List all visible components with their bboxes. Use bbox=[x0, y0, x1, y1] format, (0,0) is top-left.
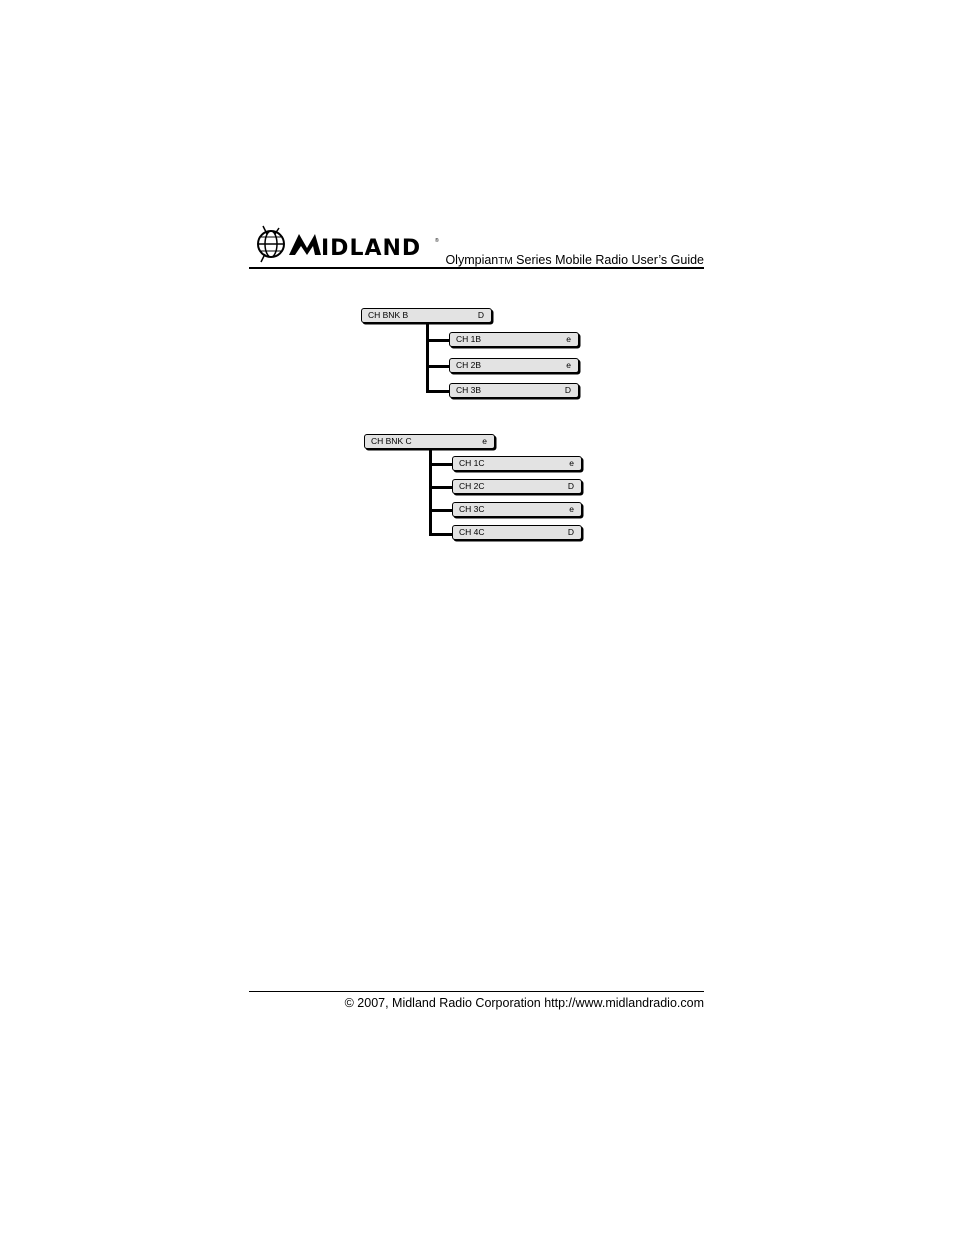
bank-b-indicator: D bbox=[477, 310, 484, 320]
channel-indicator: e bbox=[569, 458, 574, 468]
copyright-icon: © bbox=[344, 996, 354, 1010]
svg-text:IDLAND: IDLAND bbox=[321, 236, 422, 261]
globe-icon bbox=[258, 226, 284, 262]
channel-label: CH 4C bbox=[459, 527, 485, 537]
page-header bbox=[249, 222, 704, 270]
bank-b-branch bbox=[426, 390, 449, 393]
copyright-line: 2007, Midland Radio Corporation http://www.midlandradio.com bbox=[353, 996, 704, 1010]
midland-logo bbox=[249, 222, 449, 266]
channel-indicator: e bbox=[566, 360, 571, 370]
channel-indicator: D bbox=[567, 481, 574, 491]
bank-b-branch bbox=[426, 339, 449, 342]
bank-b-branch bbox=[426, 365, 449, 368]
channel-label: CH 2B bbox=[456, 360, 482, 370]
channel-4c-box bbox=[452, 525, 582, 540]
page-title bbox=[445, 253, 704, 267]
channel-3c-box bbox=[452, 502, 582, 517]
channel-indicator: D bbox=[564, 385, 571, 395]
channel-indicator: D bbox=[567, 527, 574, 537]
page-footer bbox=[249, 991, 704, 1010]
channel-label: CH 3C bbox=[459, 504, 485, 514]
channel-1c-box bbox=[452, 456, 582, 471]
copyright-text bbox=[249, 996, 704, 1010]
bank-c-label: CH BNK C bbox=[371, 436, 412, 446]
bank-b-connector bbox=[426, 323, 429, 393]
channel-2c-box bbox=[452, 479, 582, 494]
channel-indicator: e bbox=[569, 504, 574, 514]
title-prefix: Olympian bbox=[445, 253, 499, 267]
channel-label: CH 3B bbox=[456, 385, 482, 395]
bank-c-branch bbox=[429, 509, 452, 512]
channel-label: CH 2C bbox=[459, 481, 485, 491]
title-suffix: Series Mobile Radio User’s Guide bbox=[512, 253, 704, 267]
channel-label: CH 1B bbox=[456, 334, 482, 344]
channel-2b-box bbox=[449, 358, 579, 373]
footer-divider bbox=[249, 991, 704, 992]
bank-b-label: CH BNK B bbox=[368, 310, 409, 320]
svg-text:®: ® bbox=[435, 238, 439, 244]
channel-label: CH 1C bbox=[459, 458, 485, 468]
channel-indicator: e bbox=[566, 334, 571, 344]
m-wing-mark bbox=[289, 234, 321, 255]
bank-c-box bbox=[364, 434, 495, 449]
bank-c-branch bbox=[429, 533, 452, 536]
bank-c-indicator: e bbox=[482, 436, 487, 446]
bank-c-branch bbox=[429, 486, 452, 489]
bank-b-box bbox=[361, 308, 492, 323]
bank-c-branch bbox=[429, 463, 452, 466]
trademark-symbol: TM bbox=[498, 256, 513, 267]
channel-1b-box bbox=[449, 332, 579, 347]
channel-3b-box bbox=[449, 383, 579, 398]
header-divider bbox=[249, 267, 704, 269]
